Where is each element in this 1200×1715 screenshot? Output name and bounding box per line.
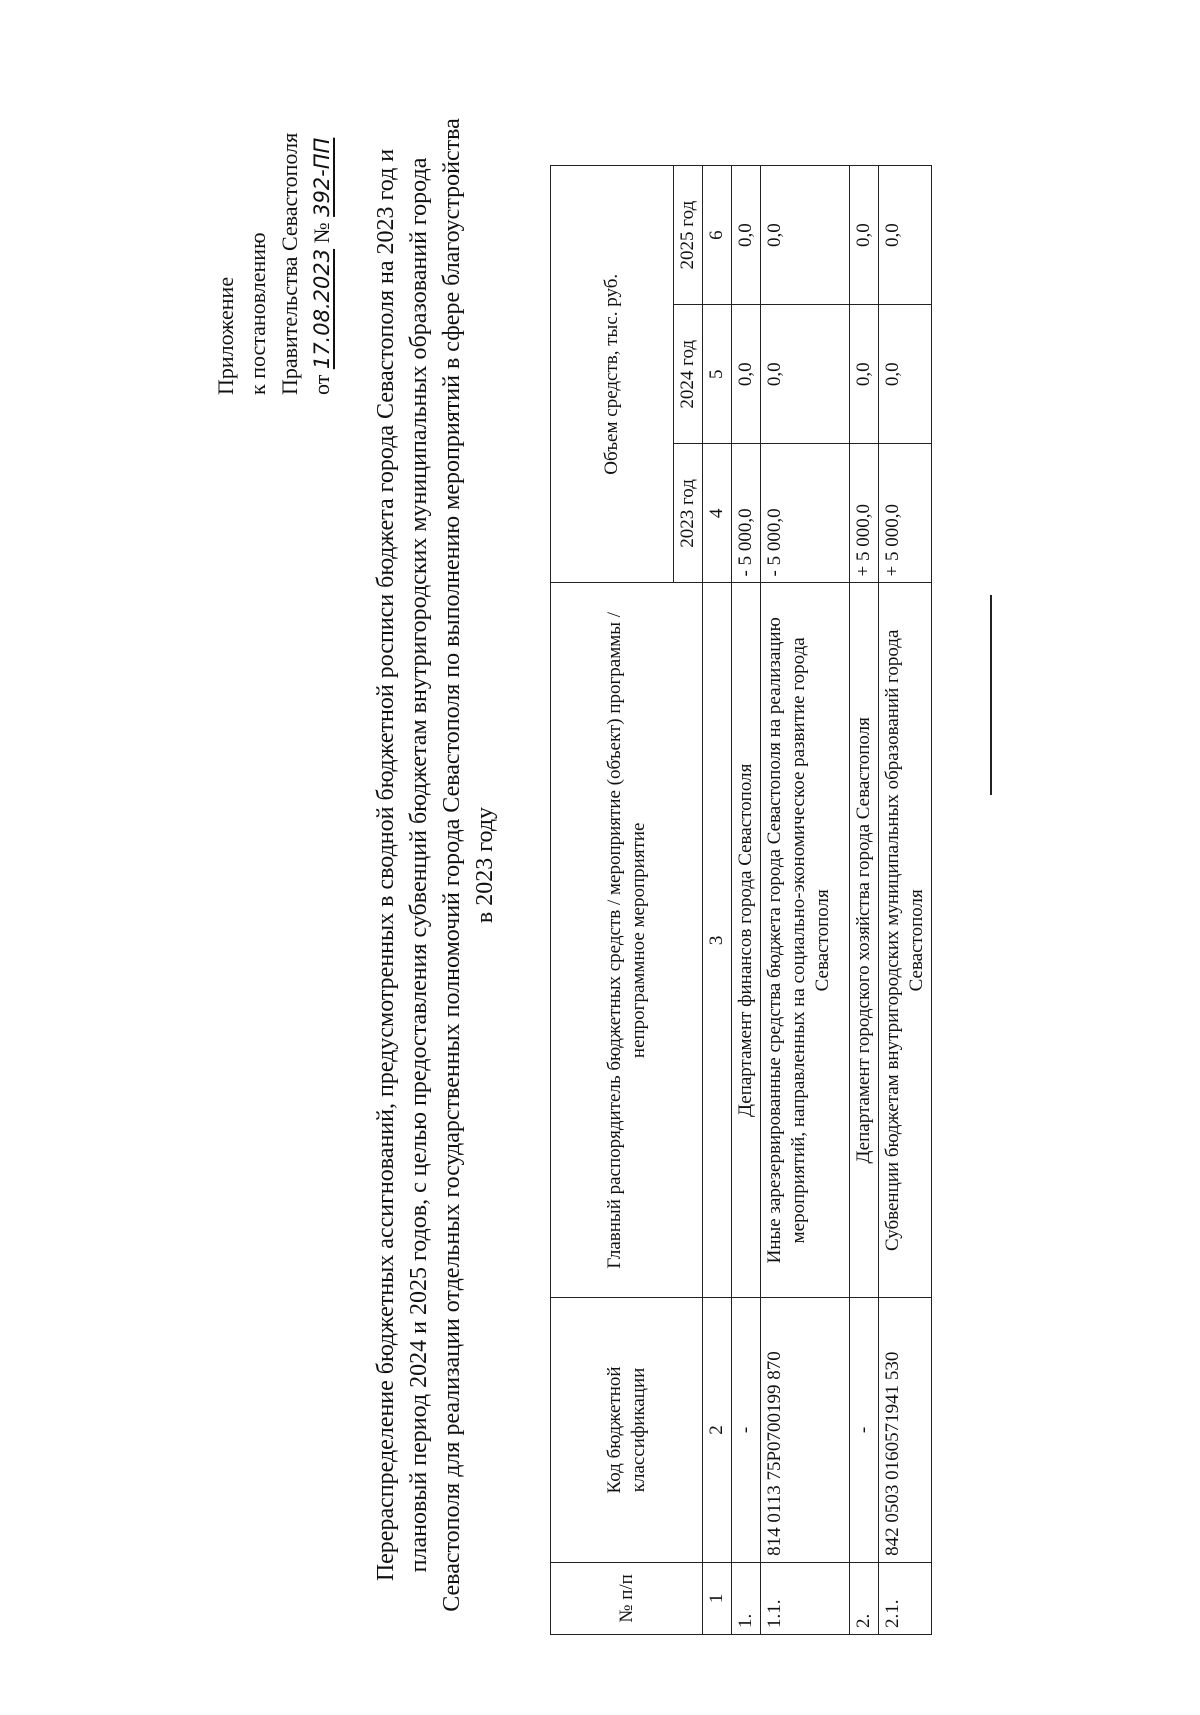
row-value-2024: 0,0 bbox=[761, 305, 850, 444]
row-code: 814 0113 75Р0700199 870 bbox=[761, 1298, 850, 1563]
row-value-2025: 0,0 bbox=[761, 166, 850, 305]
appendix-header bbox=[210, 35, 338, 395]
header-year-2023: 2023 год bbox=[674, 444, 703, 583]
row-num: 2.1. bbox=[879, 1562, 932, 1634]
row-value-2023: + 5 000,0 bbox=[850, 444, 879, 583]
date-prefix: от bbox=[309, 374, 334, 395]
row-value-2025: 0,0 bbox=[732, 166, 761, 305]
index-cell: 1 bbox=[703, 1562, 732, 1634]
resolution-number: 392-ПП bbox=[310, 137, 334, 217]
row-description: Департамент городского хозяйства города Севастополя bbox=[850, 583, 879, 1298]
row-code: 842 0503 0160571941 530 bbox=[879, 1298, 932, 1563]
row-value-2024: 0,0 bbox=[879, 305, 932, 444]
table-row bbox=[761, 166, 850, 1635]
header-volume: Объем средств, тыс. руб. bbox=[551, 166, 674, 584]
appendix-to-resolution: к постановлению bbox=[245, 232, 270, 395]
row-value-2023: - 5 000,0 bbox=[732, 444, 761, 583]
appendix-government: Правительства Севастополя bbox=[277, 132, 302, 395]
row-code: - bbox=[850, 1298, 879, 1563]
row-value-2023: - 5 000,0 bbox=[761, 444, 850, 583]
resolution-date: 17.08.2023 bbox=[310, 248, 334, 370]
header-year-2025: 2025 год bbox=[674, 166, 703, 305]
row-value-2024: 0,0 bbox=[850, 305, 879, 444]
header-year-2024: 2024 год bbox=[674, 305, 703, 444]
table-row bbox=[850, 166, 879, 1635]
row-num: 1. bbox=[732, 1562, 761, 1634]
row-description: Иные зарезервированные средства бюджета города Севастополя на реализацию мероприятий, направленных на социально-экономическое развитие города Севастополя bbox=[761, 583, 850, 1298]
row-value-2023: + 5 000,0 bbox=[879, 444, 932, 583]
header-description: Главный распорядитель бюджетных средств / мероприятие (объект) программы / непрограммное мероприятие bbox=[551, 583, 703, 1298]
index-cell: 3 bbox=[703, 583, 732, 1298]
table-index-row bbox=[703, 166, 732, 1635]
table-row bbox=[732, 166, 761, 1635]
index-cell: 5 bbox=[703, 305, 732, 444]
row-description: Департамент финансов города Севастополя bbox=[732, 583, 761, 1298]
appendix-label: Приложение bbox=[213, 276, 238, 395]
row-value-2025: 0,0 bbox=[879, 166, 932, 305]
row-description: Субвенции бюджетам внутригородских муниципальных образований города Севастополя bbox=[879, 583, 932, 1298]
row-num: 2. bbox=[850, 1562, 879, 1634]
allocation-table bbox=[550, 165, 932, 1635]
row-value-2025: 0,0 bbox=[850, 166, 879, 305]
header-code: Код бюджетной классификации bbox=[551, 1298, 703, 1563]
table-header-row bbox=[551, 166, 674, 1635]
document-title: Перераспределение бюджетных ассигнований, предусмотренных в сводной бюджетной росписи бюджета города Севастополя на 2023 год и плановый период 2024 и 2025 годов, с целью предоставления субвенций бюджетам внутригородских муниципальных образований города Севастополя для реализации отдельных государственных полномочий города Севастополя по выполнению мероприятий в сфере благоустройства в 2023 году bbox=[373, 118, 498, 1612]
number-prefix: № bbox=[309, 222, 334, 244]
row-code: - bbox=[732, 1298, 761, 1563]
row-value-2024: 0,0 bbox=[732, 305, 761, 444]
row-num: 1.1. bbox=[761, 1562, 850, 1634]
header-num: № п/п bbox=[551, 1562, 703, 1634]
table-row bbox=[879, 166, 932, 1635]
appendix-date-number bbox=[306, 35, 338, 395]
index-cell: 6 bbox=[703, 166, 732, 305]
closing-rule bbox=[990, 595, 992, 795]
index-cell: 2 bbox=[703, 1298, 732, 1563]
index-cell: 4 bbox=[703, 444, 732, 583]
